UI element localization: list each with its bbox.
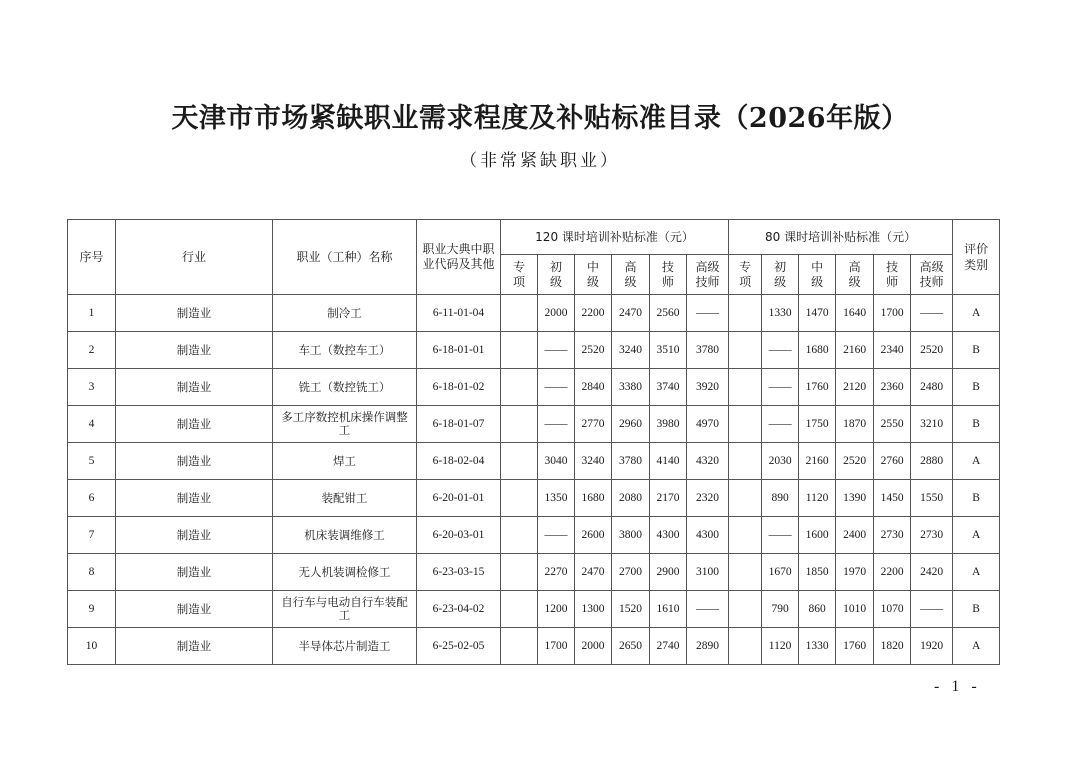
cell-subsidy-80: 2550 [874, 406, 911, 443]
cell-subsidy-120: 2470 [612, 295, 650, 332]
cell-industry: 制造业 [116, 295, 273, 332]
cell-subsidy-120 [501, 554, 538, 591]
header-level-80-3 [836, 255, 874, 295]
cell-code: 6-18-01-02 [417, 369, 501, 406]
cell-subsidy-120: —— [687, 295, 729, 332]
header-rating [953, 220, 1000, 295]
header-level-label: 初级 [774, 259, 787, 289]
cell-seq: 3 [68, 369, 116, 406]
cell-subsidy-120: 3780 [687, 332, 729, 369]
table-row [68, 628, 1000, 665]
cell-occupation-text: 焊工 [333, 453, 356, 468]
cell-industry: 制造业 [116, 332, 273, 369]
cell-subsidy-120: 2520 [575, 332, 612, 369]
cell-subsidy-80: 2730 [874, 517, 911, 554]
cell-subsidy-120: 1700 [538, 628, 575, 665]
cell-subsidy-80 [729, 443, 762, 480]
cell-industry: 制造业 [116, 480, 273, 517]
header-level-80-5 [911, 255, 953, 295]
cell-subsidy-120: 4140 [650, 443, 687, 480]
cell-rating: B [953, 591, 1000, 628]
cell-rating: A [953, 295, 1000, 332]
cell-subsidy-80: 2420 [911, 554, 953, 591]
cell-subsidy-80: —— [762, 406, 799, 443]
cell-industry: 制造业 [116, 406, 273, 443]
cell-subsidy-120: 2470 [575, 554, 612, 591]
cell-subsidy-120: —— [538, 332, 575, 369]
cell-seq: 10 [68, 628, 116, 665]
cell-subsidy-120: 3240 [575, 443, 612, 480]
header-level-120-2 [575, 255, 612, 295]
cell-subsidy-80 [729, 369, 762, 406]
header-code-label: 职业大典中职业代码及其他 [422, 242, 495, 271]
cell-occupation [273, 480, 417, 517]
cell-subsidy-80: 2520 [836, 443, 874, 480]
cell-code: 6-23-04-02 [417, 591, 501, 628]
cell-code: 6-11-01-04 [417, 295, 501, 332]
cell-subsidy-80: —— [911, 591, 953, 628]
cell-subsidy-80: 1450 [874, 480, 911, 517]
header-level-label: 初级 [549, 259, 562, 289]
cell-subsidy-120 [501, 443, 538, 480]
cell-occupation-text: 装配钳工 [321, 490, 368, 505]
cell-subsidy-80: 2120 [836, 369, 874, 406]
cell-occupation-text: 制冷工 [327, 305, 362, 320]
cell-subsidy-80: 2360 [874, 369, 911, 406]
cell-occupation [273, 295, 417, 332]
header-level-label: 高级技师 [919, 259, 944, 289]
cell-subsidy-120 [501, 332, 538, 369]
cell-subsidy-120: 2740 [650, 628, 687, 665]
cell-subsidy-120: 2170 [650, 480, 687, 517]
cell-subsidy-80 [729, 295, 762, 332]
cell-subsidy-80: 2160 [799, 443, 836, 480]
cell-subsidy-120 [501, 591, 538, 628]
header-level-label: 专项 [739, 259, 752, 289]
table-row [68, 480, 1000, 517]
cell-occupation [273, 554, 417, 591]
header-level-80-1 [762, 255, 799, 295]
cell-subsidy-80: 1070 [874, 591, 911, 628]
cell-subsidy-120: 3780 [612, 443, 650, 480]
cell-rating: B [953, 406, 1000, 443]
header-group-120: 120 课时培训补贴标准（元） [501, 220, 729, 255]
header-seq: 序号 [68, 220, 116, 295]
cell-code: 6-20-03-01 [417, 517, 501, 554]
table-row [68, 369, 1000, 406]
cell-industry: 制造业 [116, 591, 273, 628]
cell-subsidy-80: —— [762, 369, 799, 406]
header-level-label: 高级 [848, 259, 861, 289]
cell-seq: 1 [68, 295, 116, 332]
cell-subsidy-120 [501, 517, 538, 554]
cell-occupation [273, 628, 417, 665]
cell-occupation-text: 无人机装调检修工 [298, 564, 391, 579]
cell-occupation-text: 车工（数控车工） [298, 342, 391, 357]
cell-subsidy-120: 2890 [687, 628, 729, 665]
cell-subsidy-120: 2900 [650, 554, 687, 591]
cell-subsidy-120: 3980 [650, 406, 687, 443]
cell-subsidy-80: 2880 [911, 443, 953, 480]
cell-subsidy-120: 3380 [612, 369, 650, 406]
cell-subsidy-120 [501, 369, 538, 406]
cell-subsidy-80: 2200 [874, 554, 911, 591]
header-level-120-3 [612, 255, 650, 295]
header-level-120-1 [538, 255, 575, 295]
cell-subsidy-120: —— [538, 517, 575, 554]
cell-subsidy-120: 1200 [538, 591, 575, 628]
cell-seq: 4 [68, 406, 116, 443]
cell-subsidy-120: 1300 [575, 591, 612, 628]
cell-subsidy-120: 1610 [650, 591, 687, 628]
cell-subsidy-80 [729, 628, 762, 665]
cell-subsidy-120: 2270 [538, 554, 575, 591]
cell-code: 6-25-02-05 [417, 628, 501, 665]
header-level-80-2 [799, 255, 836, 295]
cell-industry: 制造业 [116, 443, 273, 480]
cell-occupation [273, 517, 417, 554]
table-row [68, 517, 1000, 554]
header-level-label: 高级 [624, 259, 637, 289]
cell-subsidy-80: 2730 [911, 517, 953, 554]
cell-subsidy-80: —— [762, 332, 799, 369]
cell-seq: 9 [68, 591, 116, 628]
cell-industry: 制造业 [116, 554, 273, 591]
cell-subsidy-80: —— [762, 517, 799, 554]
header-group-80: 80 课时培训补贴标准（元） [729, 220, 953, 255]
cell-code: 6-18-01-01 [417, 332, 501, 369]
cell-occupation [273, 369, 417, 406]
cell-subsidy-120: 4970 [687, 406, 729, 443]
cell-industry: 制造业 [116, 628, 273, 665]
header-level-120-4 [650, 255, 687, 295]
cell-occupation [273, 406, 417, 443]
cell-subsidy-120: 3240 [612, 332, 650, 369]
cell-subsidy-120: 2960 [612, 406, 650, 443]
cell-occupation-text: 自行车与电动自行车装配工 [281, 595, 408, 622]
header-level-label: 技师 [661, 259, 674, 289]
cell-subsidy-120: 1350 [538, 480, 575, 517]
cell-subsidy-120 [501, 406, 538, 443]
cell-seq: 7 [68, 517, 116, 554]
cell-subsidy-120 [501, 480, 538, 517]
header-level-120-0 [501, 255, 538, 295]
cell-subsidy-120: 2700 [612, 554, 650, 591]
cell-subsidy-120: 3040 [538, 443, 575, 480]
cell-subsidy-80: 1850 [799, 554, 836, 591]
cell-subsidy-120: 2770 [575, 406, 612, 443]
table-row [68, 295, 1000, 332]
header-code [417, 220, 501, 295]
cell-subsidy-80: 2520 [911, 332, 953, 369]
header-level-label: 技师 [886, 259, 899, 289]
cell-subsidy-120: 4300 [687, 517, 729, 554]
cell-subsidy-80: 1330 [799, 628, 836, 665]
cell-rating: A [953, 554, 1000, 591]
cell-subsidy-120: 3510 [650, 332, 687, 369]
cell-subsidy-120: 3920 [687, 369, 729, 406]
cell-subsidy-80: 1390 [836, 480, 874, 517]
header-level-label: 高级技师 [695, 259, 720, 289]
cell-subsidy-120: 1680 [575, 480, 612, 517]
cell-subsidy-80: 1120 [799, 480, 836, 517]
cell-subsidy-80: 1680 [799, 332, 836, 369]
cell-subsidy-120: 2000 [538, 295, 575, 332]
cell-subsidy-80: 1600 [799, 517, 836, 554]
cell-subsidy-80: 1970 [836, 554, 874, 591]
cell-occupation-text: 机床装调维修工 [304, 527, 385, 542]
cell-subsidy-120: 4320 [687, 443, 729, 480]
cell-subsidy-80 [729, 554, 762, 591]
subsidy-table [67, 219, 1000, 665]
cell-subsidy-120: 3800 [612, 517, 650, 554]
cell-occupation-text: 铣工（数控铣工） [298, 379, 391, 394]
cell-subsidy-80: 1330 [762, 295, 799, 332]
cell-subsidy-120 [501, 628, 538, 665]
cell-subsidy-80: 2400 [836, 517, 874, 554]
cell-occupation [273, 591, 417, 628]
cell-subsidy-120: 3740 [650, 369, 687, 406]
cell-subsidy-120: 1520 [612, 591, 650, 628]
table-row [68, 591, 1000, 628]
cell-subsidy-80 [729, 517, 762, 554]
header-level-120-5 [687, 255, 729, 295]
cell-subsidy-120: 2080 [612, 480, 650, 517]
header-occupation: 职业（工种）名称 [273, 220, 417, 295]
cell-subsidy-80: 1870 [836, 406, 874, 443]
header-rating-label: 评价类别 [964, 242, 989, 272]
cell-subsidy-80: 2030 [762, 443, 799, 480]
cell-subsidy-80: 2340 [874, 332, 911, 369]
header-level-80-4 [874, 255, 911, 295]
cell-subsidy-80: 890 [762, 480, 799, 517]
cell-subsidy-80: 1010 [836, 591, 874, 628]
cell-seq: 2 [68, 332, 116, 369]
cell-subsidy-80: 1640 [836, 295, 874, 332]
cell-subsidy-120: 2560 [650, 295, 687, 332]
cell-rating: B [953, 480, 1000, 517]
header-level-label: 专项 [512, 259, 525, 289]
cell-rating: B [953, 369, 1000, 406]
cell-subsidy-120: —— [538, 406, 575, 443]
cell-subsidy-120: 2600 [575, 517, 612, 554]
cell-subsidy-80: 2160 [836, 332, 874, 369]
cell-code: 6-18-01-07 [417, 406, 501, 443]
cell-subsidy-80: 3210 [911, 406, 953, 443]
table-row [68, 406, 1000, 443]
table-body [68, 295, 1000, 665]
cell-subsidy-120: 2200 [575, 295, 612, 332]
header-level-label: 中级 [586, 259, 599, 289]
cell-occupation [273, 443, 417, 480]
cell-subsidy-120: 4300 [650, 517, 687, 554]
cell-rating: A [953, 628, 1000, 665]
cell-seq: 8 [68, 554, 116, 591]
cell-subsidy-80: 2760 [874, 443, 911, 480]
cell-subsidy-80: 1920 [911, 628, 953, 665]
cell-subsidy-80 [729, 591, 762, 628]
cell-industry: 制造业 [116, 369, 273, 406]
cell-subsidy-80: 1700 [874, 295, 911, 332]
cell-subsidy-80: 1550 [911, 480, 953, 517]
header-level-label: 中级 [811, 259, 824, 289]
cell-rating: B [953, 332, 1000, 369]
cell-subsidy-80: 790 [762, 591, 799, 628]
cell-code: 6-20-01-01 [417, 480, 501, 517]
table-row [68, 332, 1000, 369]
cell-seq: 6 [68, 480, 116, 517]
cell-subsidy-80: 1820 [874, 628, 911, 665]
cell-subsidy-80: 1760 [799, 369, 836, 406]
cell-subsidy-80: 1750 [799, 406, 836, 443]
table-row [68, 554, 1000, 591]
table-row [68, 443, 1000, 480]
page-number: - 1 - [934, 678, 981, 695]
cell-subsidy-120: 2650 [612, 628, 650, 665]
cell-subsidy-120: —— [687, 591, 729, 628]
cell-occupation-text: 多工序数控机床操作调整工 [281, 410, 408, 437]
cell-rating: A [953, 443, 1000, 480]
cell-subsidy-80: —— [911, 295, 953, 332]
cell-subsidy-120: 2320 [687, 480, 729, 517]
cell-subsidy-120: 3100 [687, 554, 729, 591]
cell-subsidy-80: 1760 [836, 628, 874, 665]
cell-subsidy-80 [729, 480, 762, 517]
cell-subsidy-120 [501, 295, 538, 332]
cell-occupation [273, 332, 417, 369]
cell-subsidy-80: 1120 [762, 628, 799, 665]
cell-subsidy-80: 2480 [911, 369, 953, 406]
cell-subsidy-80: 860 [799, 591, 836, 628]
cell-subsidy-120: 2000 [575, 628, 612, 665]
header-industry: 行业 [116, 220, 273, 295]
cell-industry: 制造业 [116, 517, 273, 554]
header-level-80-0 [729, 255, 762, 295]
cell-rating: A [953, 517, 1000, 554]
cell-subsidy-80 [729, 406, 762, 443]
cell-subsidy-80: 1670 [762, 554, 799, 591]
cell-subsidy-120: 2840 [575, 369, 612, 406]
cell-seq: 5 [68, 443, 116, 480]
document-subtitle: （非常紧缺职业） [460, 151, 620, 171]
cell-occupation-text: 半导体芯片制造工 [298, 638, 391, 653]
document-title: 天津市市场紧缺职业需求程度及补贴标准目录（2026年版） [171, 103, 909, 134]
cell-subsidy-80 [729, 332, 762, 369]
cell-code: 6-23-03-15 [417, 554, 501, 591]
cell-code: 6-18-02-04 [417, 443, 501, 480]
cell-subsidy-120: —— [538, 369, 575, 406]
cell-subsidy-80: 1470 [799, 295, 836, 332]
